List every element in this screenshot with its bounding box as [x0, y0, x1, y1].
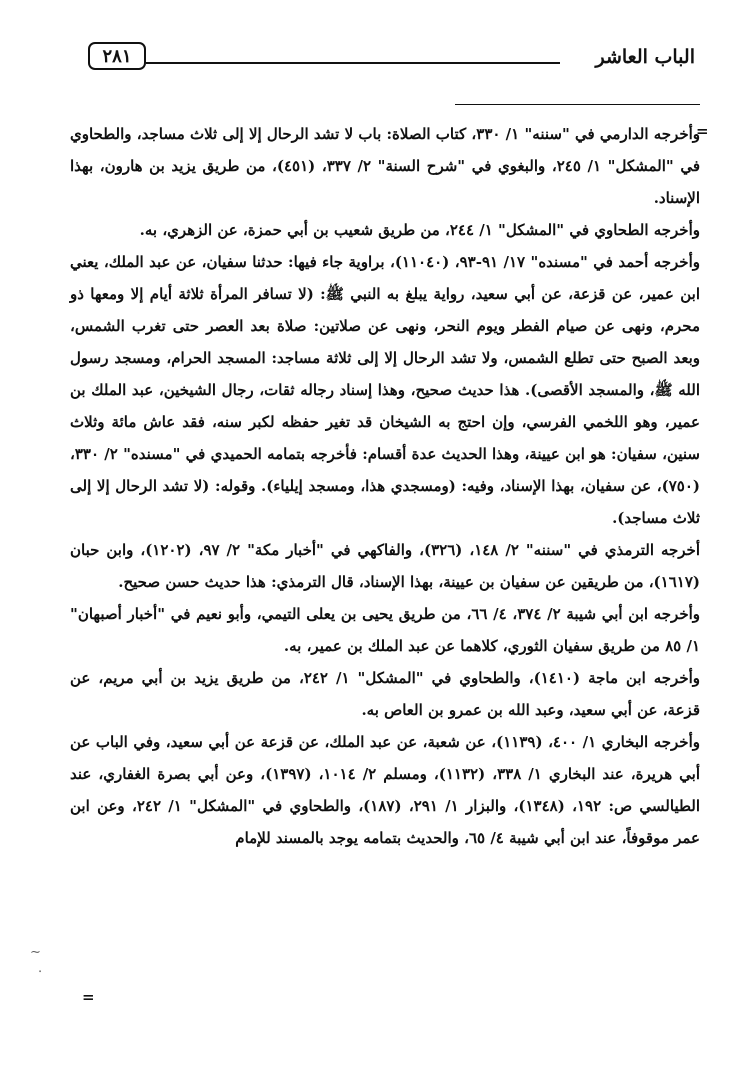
scan-margin-mark: ∼: [30, 945, 41, 960]
page-header: [88, 40, 695, 80]
footnote-paragraph: وأخرجه الطحاوي في "المشكل" ١/ ٢٤٤، من طريق شعيب بن أبي حمزة، عن الزهري، به.: [139, 221, 700, 239]
footnote-paragraph: وأخرجه أحمد في "مسنده" ١٧/ ٩١-٩٣، (١١٠٤٠)، براوية جاء فيها: حدثنا سفيان، عن عبد الملك، يعني ابن عمير، عن قزعة، عن أبي سعيد، رواية يبلغ به النبي ﷺ: (لا تسافر المرأة ثلاثة أيام إلا ومعها ذو محرم، ونهى عن صيام الفطر ويوم النحر، ونهى عن صلاتين: صلاة بعد العصر حتى تغرب الشمس، وبعد الصبح حتى تطلع الشمس، ولا تشد الرحال إلا إلى ثلاثة مساجد: المسجد الحرام، ومسجد رسول الله ﷺ، والمسجد الأقصى). هذا حديث صحيح، وهذا إسناد رجاله ثقات، رجال الشيخين، عبد الملك بن عمير، وهو اللخمي الفرسي، وإن احتج به الشيخان قد تغير حفظه لكبر سنه، فقد عاش مائة وثلاث سنين، سفيان: هو ابن عيينة، وهذا الحديث عدة أقسام: فأخرجه بتمامه الحميدي في "مسنده" ٢/ ٣٣٠، (٧٥٠)، عن سفيان، بهذا الإسناد، وفيه: (ومسجدي هذا، ومسجد إيلياء). وقوله: (لا تشد الرحال إلا إلى ثلاث مساجد).: [70, 253, 701, 527]
footnote-paragraph: أخرجه الترمذي في "سننه" ٢/ ١٤٨، (٣٢٦)، والفاكهي في "أخبار مكة" ٢/ ٩٧، (١٢٠٢)، وابن حبان (١٦١٧)، من طريقين عن سفيان بن عيينة، بهذا الإسناد، قال الترمذي: هذا حديث حسن صحيح.: [70, 541, 700, 591]
footnote-continuation-marker: =: [696, 122, 709, 140]
page-number: ٢٨١: [88, 42, 146, 70]
footnote-separator: [455, 104, 700, 105]
chapter-title: الباب العاشر: [595, 46, 695, 68]
scan-margin-mark: ‧: [38, 965, 43, 980]
footnote-paragraph: وأخرجه الدارمي في "سننه" ١/ ٣٣٠، كتاب الصلاة: باب لا تشد الرحال إلا إلى ثلاث مساجد، والطحاوي في "المشكل" ١/ ٢٤٥، والبغوي في "شرح السنة" ٢/ ٣٣٧، (٤٥١)، من طريق يزيد بن هارون، بهذا الإسناد.: [70, 125, 701, 207]
footnote-paragraph: وأخرجه البخاري ١/ ٤٠٠، (١١٣٩)، عن شعبة، عن عبد الملك، عن قزعة عن أبي سعيد، وفي الباب عن أبي هريرة، عند البخاري ١/ ٣٣٨، (١١٣٢)، ومسلم ٢/ ١٠١٤، (١٣٩٧)، وعن أبي بصرة الغفاري، عند الطيالسي ص: ١٩٢، (١٣٤٨)، والبزار ١/ ٢٩١، (١٨٧)، والطحاوي في "المشكل" ١/ ٢٤٢، وعن ابن عمر موقوفاً، عند ابن أبي شيبة ٤/ ٦٥، والحديث بتمامه يوجد بالمسند للإمام: [70, 733, 701, 847]
footnote-paragraph: وأخرجه ابن ماجة (١٤١٠)، والطحاوي في "المشكل" ١/ ٢٤٢، من طريق يزيد بن أبي مريم، عن قزعة، عن أبي سعيد، وعبد الله بن عمرو بن العاص به.: [70, 669, 701, 719]
header-rule: [146, 62, 560, 64]
footnote-paragraph: وأخرجه ابن أبي شيبة ٢/ ٣٧٤، ٤/ ٦٦، من طريق يحيى بن يعلى التيمي، وأبو نعيم في "أخبار أصبهان" ١/ ٨٥ من طريق سفيان الثوري، كلاهما عن عبد الملك بن عمير، به.: [70, 605, 701, 655]
footnote-body: [70, 118, 700, 854]
footnote-continues-marker: =: [82, 988, 95, 1006]
